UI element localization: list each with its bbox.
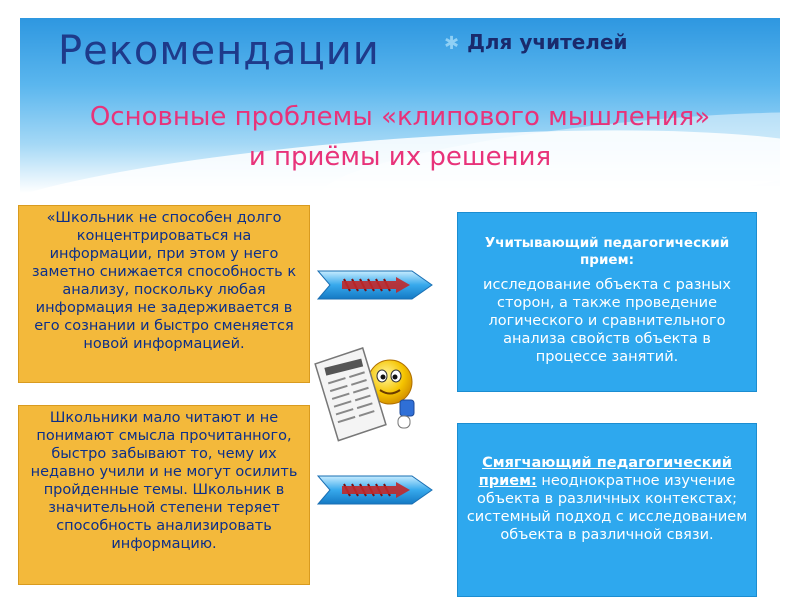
smiley-reading-newspaper-icon	[312, 336, 422, 446]
slide-title: Рекомендации	[58, 28, 380, 74]
subtitle-text: Для учителей	[467, 30, 628, 54]
solution-heading: Учитывающий педагогический прием:	[484, 235, 730, 268]
problem-box-2: Школьники мало читают и не понимают смысла прочитанного, быстро забывают то, чему их недавно учили и не могут осилить пройденные темы. Школьник в значительной степени теряет способность анализировать информацию.	[18, 405, 310, 585]
heading-line-2: и приёмы их решения	[248, 142, 552, 172]
solution-box-2	[457, 423, 757, 597]
subtitle	[444, 30, 628, 54]
solution-body: неоднократное изучение объекта в различных контекстах; системный подход с исследованием объекта в различной связи.	[466, 473, 748, 543]
solution-body: исследование объекта с разных сторон, а также проведение логического и сравнительного анализа свойств объекта в процессе занятий.	[483, 277, 731, 365]
bullet-star-icon: ✱	[444, 33, 460, 54]
solution-box-1	[457, 212, 757, 392]
heading-line-1: Основные проблемы «клипового мышления»	[89, 102, 711, 132]
problem-box-1: «Школьник не способен долго концентрироваться на информации, при этом у него заметно снижается способность к анализу, поскольку любая информация не задерживается в его сознании и быстро сменяется новой информацией.	[18, 205, 310, 383]
solution-heading: Смягчающий педагогический прием:	[478, 455, 732, 489]
arrow-right-icon	[316, 265, 436, 305]
arrow-right-icon	[316, 470, 436, 510]
slide	[20, 18, 780, 595]
